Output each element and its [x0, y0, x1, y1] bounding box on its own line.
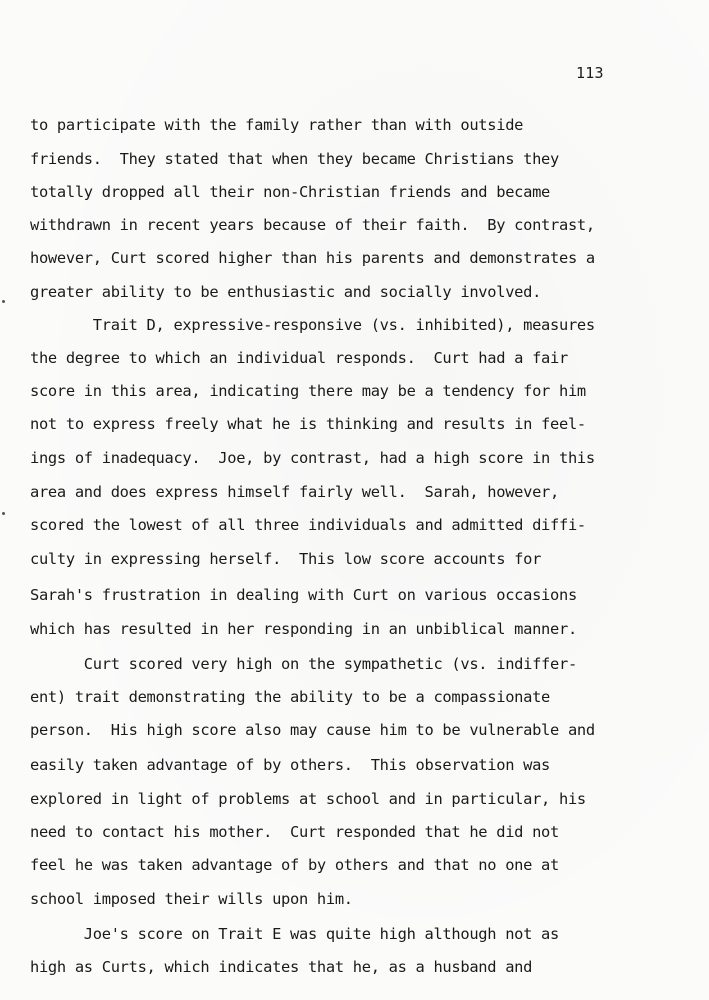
scan-speck — [2, 512, 5, 515]
text-line: not to express freely what he is thinking and results in feel- — [30, 415, 586, 433]
text-line: feel he was taken advantage of by others and that no one at — [30, 856, 559, 874]
text-line: Trait D, expressive-responsive (vs. inhibited), measures — [30, 316, 595, 334]
text-line: ent) trait demonstrating the ability to be a compassionate — [30, 688, 551, 706]
text-line: friends. They stated that when they became Christians they — [30, 150, 559, 168]
text-line: area and does express himself fairly well. Sarah, however, — [30, 483, 559, 501]
text-line: score in this area, indicating there may be a tendency for him — [30, 382, 586, 400]
page-number: 113 — [576, 64, 604, 82]
text-line: culty in expressing herself. This low score accounts for — [30, 550, 542, 568]
text-line: totally dropped all their non-Christian friends and became — [30, 183, 551, 201]
text-line: explored in light of problems at school and in particular, his — [30, 790, 586, 808]
text-line: easily taken advantage of by others. This observation was — [30, 756, 551, 774]
text-line: Sarah's frustration in dealing with Curt on various occasions — [30, 586, 577, 604]
text-line: scored the lowest of all three individuals and admitted diffi- — [30, 516, 586, 534]
text-line: to participate with the family rather than with outside — [30, 116, 524, 134]
text-line: need to contact his mother. Curt responded that he did not — [30, 823, 559, 841]
text-line: greater ability to be enthusiastic and socially involved. — [30, 283, 542, 301]
text-line: Joe's score on Trait E was quite high although not as — [30, 925, 559, 943]
text-line: however, Curt scored higher than his parents and demonstrates a — [30, 249, 595, 267]
text-line: school imposed their wills upon him. — [30, 890, 353, 908]
text-line: the degree to which an individual responds. Curt had a fair — [30, 349, 568, 367]
text-line: high as Curts, which indicates that he, as a husband and — [30, 958, 533, 976]
text-line: which has resulted in her responding in an unbiblical manner. — [30, 620, 577, 638]
text-line: ings of inadequacy. Joe, by contrast, had a high score in this — [30, 449, 595, 467]
scan-speck — [2, 300, 5, 303]
text-line: Curt scored very high on the sympathetic (vs. indiffer- — [30, 655, 577, 673]
text-line: person. His high score also may cause him to be vulnerable and — [30, 721, 595, 739]
text-line: withdrawn in recent years because of their faith. By contrast, — [30, 216, 595, 234]
